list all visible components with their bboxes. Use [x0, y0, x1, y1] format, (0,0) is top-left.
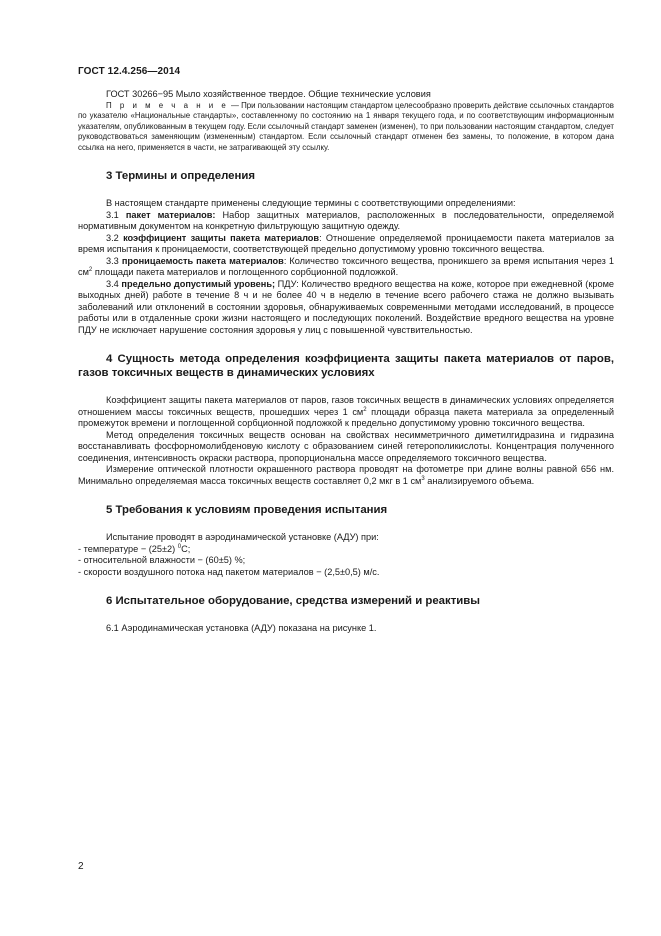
term-3-3-definition-a: : Количество токсичного вещества, проникшего за время испытания через 1 см [78, 255, 615, 277]
term-3-2-number: 3.2 [106, 232, 124, 243]
page-content [78, 89, 614, 635]
term-3-2-definition: : Отношение определяемой проницаемости пакета материалов за время испытания к проницаемости, соответствующей предельно допустимому уровню токсичного вещества. [78, 232, 614, 254]
section-4-p3-b: анализируемого объема. [424, 475, 535, 486]
section-6-heading: 6 Испытательное оборудование, средства измерений и реактивы [106, 595, 481, 607]
term-3-2-term: коэффициент защиты пакета материалов [123, 232, 320, 243]
condition-temperature [78, 544, 614, 556]
section-4-p1-b: площади образца пакета материала за определенный промежуток времени и поглощенной сорбционной подложкой к предельно допустимому уровню токсичного вещества. [78, 406, 614, 428]
term-3-2 [78, 233, 614, 256]
term-3-1 [78, 210, 614, 233]
note-label: П р и м е ч а н и е [106, 100, 229, 110]
section-4-p1-a: Коэффициент защиты пакета материалов от паров, газов токсичных веществ в динамических условиях определяется отношением массы токсичных веществ, прошедших через 1 см [78, 395, 614, 417]
section-4-paragraph-2: Метод определения токсичных веществ основан на свойствах несимметричного диметилгидразина и гидразина восстанавливать фосфорномолибденовую кислоту с образованием синей гетерополикислоты. Концентрация полученного соединения, интенсивность окраски раствора, пропорциональна массе определяемого токсичного вещества. [78, 429, 614, 463]
condition-temperature-superscript: 0 [177, 543, 182, 550]
term-3-1-term: пакет материалов: [125, 209, 216, 220]
section-4-p3-a: Измерение оптической плотности окрашенного раствора проводят на фотометре при длине волны равной 656 нм. Минимально определяемая масса токсичных веществ составляет 0,2 мкг в 1 см [78, 464, 614, 486]
term-3-4 [78, 279, 614, 337]
section-5-heading: 5 Требования к условиям проведения испытания [106, 504, 388, 516]
term-3-3-term: проницаемость пакета материалов [121, 255, 284, 266]
section-4-paragraph-1 [78, 395, 614, 430]
section-5-intro: Испытание проводят в аэродинамической установке (АДУ) при: [106, 532, 379, 542]
term-3-1-number: 3.1 [106, 209, 126, 220]
note-text: — При пользовании настоящим стандартом целесообразно проверить действие ссылочных стандартов по указателю «Национальные стандарты», составленному по состоянию на 1 января текущего года, и по соответствующим информационным указателям, опубликованным в текущем году. Если ссылочный стандарт заменен (изменен), то при пользовании настоящим стандартом, следует руководствоваться заменяющим (измененным) стандартом. Если ссылочный стандарт отменен без замены, то положение, в котором дана ссылка на него, применяется в части, не затрагивающей эту ссылку. [78, 100, 614, 152]
condition-temperature-a: - температуре − (25±2) [78, 543, 178, 554]
section-4-p1-superscript: 2 [363, 406, 367, 413]
condition-temperature-b: С; [181, 543, 191, 554]
condition-airflow: - скорости воздушного потока над пакетом материалов − (2,5±0,5) м/с. [78, 566, 380, 577]
term-3-4-term: предельно допустимый уровень; [121, 278, 276, 289]
term-3-4-number: 3.4 [106, 278, 122, 289]
condition-humidity: - относительной влажности − (60±5) %; [78, 555, 246, 565]
section-6-paragraph-1: 6.1 Аэродинамическая установка (АДУ) показана на рисунке 1. [106, 623, 377, 633]
reference-note [78, 101, 614, 154]
term-3-3 [78, 256, 614, 279]
section-3-intro: В настоящем стандарте применены следующие термины с соответствующими определениями: [106, 198, 516, 208]
section-4-p3-superscript: 3 [421, 475, 425, 482]
term-3-3-number: 3.3 [106, 255, 122, 266]
term-3-4-definition: ПДУ: Количество вредного вещества на коже, которое при ежедневной (кроме выходных дней) работе в течение 8 ч и не более 40 ч в неделю в течение всего рабочего стажа не должно вызывать заболеваний или отклонений в состоянии здоровья, обнаруживаемых современными методами исследований, в процессе работы или в отдаленные сроки жизни настоящего и последующих поколений. Воздействие вредного вещества на уровне ПДУ не исключает нарушение состояния здоровья у лиц с повышенной чувствительностью. [78, 278, 615, 335]
page-number: 2 [78, 861, 84, 872]
page-header-standard-code: ГОСТ 12.4.256—2014 [78, 66, 181, 77]
term-3-3-definition-b: площади пакета материалов и поглощенного сорбционной подложкой. [92, 267, 399, 277]
section-4-paragraph-3 [78, 464, 614, 487]
section-3-heading: 3 Термины и определения [106, 170, 256, 182]
reference-gost-30266: ГОСТ 30266−95 Мыло хозяйственное твердое. Общие технические условия [106, 89, 431, 99]
term-3-1-definition: Набор защитных материалов, расположенных в последовательности, определяемой нормативным документом на конкретную фильтрующую защитную одежду. [78, 209, 614, 231]
section-4-heading: 4 Сущность метода определения коэффициента защиты пакета материалов от паров, газов токсичных веществ в динамических условиях [78, 353, 614, 379]
term-3-3-superscript: 2 [88, 267, 93, 273]
